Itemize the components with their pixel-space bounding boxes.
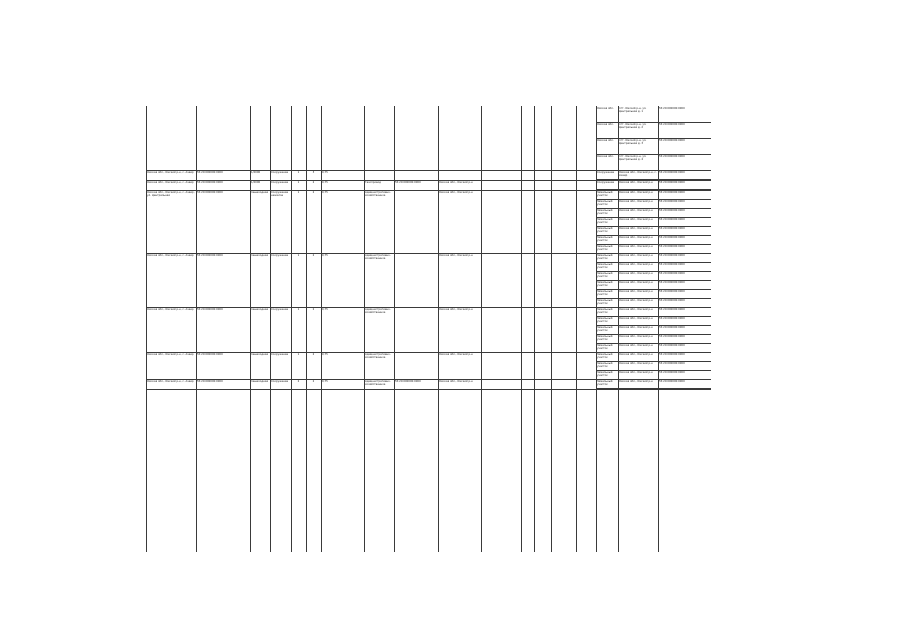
object-type-cell: Сооружение xyxy=(271,308,289,311)
region-cell: Омская обл., Омский р-н xyxy=(439,181,473,184)
sub-cadastral-cell: 55:20:000000:0000 xyxy=(659,107,685,110)
address-cell: Омская обл., Омский р-н, с. Ачаир xyxy=(147,380,194,383)
sub-address-cell: Омская обл., Омский р-н xyxy=(619,263,653,266)
sub-address-cell: Омская обл., Омский р-н xyxy=(619,380,653,383)
sub-type-cell: Земельный участок xyxy=(597,281,613,288)
ratio-cell: 0,75 xyxy=(322,380,328,383)
sub-cadastral-cell: 55:20:000000:0000 xyxy=(659,326,685,329)
sub-address-cell: Омская обл., Омский р-н xyxy=(619,308,653,311)
object-type-cell: Сооружение xyxy=(271,254,289,257)
sub-address-cell: Омская обл., Омский р-н xyxy=(619,326,653,329)
sub-address-cell: пгт. Омский р-н, ул. Центральная д. 1 xyxy=(619,107,647,114)
ratio-cell: 0,75 xyxy=(322,254,328,257)
sub-cadastral-cell: 55:20:000000:0000 xyxy=(659,362,685,365)
region-cell: Омская обл., Омский р-н xyxy=(439,380,473,383)
ratio-cell: 0,75 xyxy=(322,308,328,311)
object-type-cell: Сооружение xyxy=(271,353,289,356)
linked-cadastral-cell xyxy=(395,171,437,179)
sub-cadastral-cell: 55:20:000000:0000 xyxy=(659,281,685,284)
column-divider xyxy=(534,106,535,552)
sub-address-cell: Омская обл., Омский р-н xyxy=(619,200,653,203)
sub-type-cell: Земельный участок xyxy=(597,263,613,270)
sub-address-cell: Омская обл., Омский р-н xyxy=(619,290,653,293)
cadastral-number-cell: 55:20:000000:0000 xyxy=(197,171,223,174)
sub-address-cell: пгт. Омский р-н, ул. Центральная д. 2 xyxy=(619,123,647,130)
cadastral-number-cell: 55:20:000000:0000 xyxy=(197,308,223,311)
sub-type-cell: Омская обл. xyxy=(597,139,614,142)
sub-address-cell: Омская обл., Омский р-н xyxy=(619,272,653,275)
usage-cell xyxy=(365,171,393,179)
sub-type-cell: Земельный участок xyxy=(597,227,613,234)
usage-cell: Административно-хозяйственное xyxy=(365,380,391,387)
sub-address-cell: Омская обл., Омский р-н xyxy=(619,254,653,257)
address-cell: Омская обл., Омский р-н, с. Ачаир xyxy=(147,171,194,174)
address-cell: Омская обл., Омский р-н, с. Ачаир xyxy=(147,181,194,184)
sub-address-cell: Омская обл., Омский р-н xyxy=(619,209,653,212)
sub-address-cell: Омская обл., Омский р-н xyxy=(619,317,653,320)
floors-cell: 2 xyxy=(312,308,315,311)
sub-address-cell: Омская обл., Омский р-н xyxy=(619,299,653,302)
sub-type-cell: Земельный участок xyxy=(597,236,613,243)
sub-type-cell: Земельный участок xyxy=(597,308,613,315)
sub-cadastral-cell: 55:20:000000:0000 xyxy=(659,218,685,221)
sub-cadastral-cell: 55:20:000000:0000 xyxy=(659,191,685,194)
address-cell: Омская обл., Омский р-н, с. Ачаир, ул. Центральная xyxy=(147,191,195,198)
linked-cadastral-cell: 55:20:000000:0000 xyxy=(395,380,421,383)
sub-cadastral-cell: 55:20:000000:0000 xyxy=(659,290,685,293)
sub-type-cell: Земельный участок xyxy=(597,335,613,342)
linked-cadastral-cell xyxy=(395,254,437,306)
sub-address-cell: Омская обл., Омский р-н xyxy=(619,218,653,221)
sub-address-cell: Омская обл., Омский р-н xyxy=(619,181,653,184)
sub-cadastral-cell: 55:20:000000:0000 xyxy=(659,245,685,248)
sub-type-cell: Земельный участок xyxy=(597,317,613,324)
cadastral-number-cell: 55:20:000000:0000 xyxy=(197,181,223,184)
ratio-cell: 0,75 xyxy=(322,191,328,194)
sub-address-cell: Омская обл., Омский р-н xyxy=(619,191,653,194)
address-cell: Омская обл., Омский р-н, с. Ачаир xyxy=(147,308,194,311)
sub-type-cell: Земельный участок xyxy=(597,254,613,261)
floors-cell: 3 xyxy=(312,171,315,174)
column-divider xyxy=(551,106,552,552)
usage-cell: Газопровод xyxy=(365,181,381,184)
column-divider xyxy=(576,106,577,552)
sub-type-cell: Земельный участок xyxy=(597,272,613,279)
region-cell: Омская обл., Омский р-н xyxy=(439,308,473,311)
sub-type-cell: Омская обл. xyxy=(597,155,614,158)
sub-cadastral-cell: 55:20:000000:0000 xyxy=(659,155,685,158)
purpose-cell: 1/2000 xyxy=(251,181,261,184)
count-cell: 1 xyxy=(297,353,300,356)
sub-type-cell: Земельный участок xyxy=(597,209,613,216)
usage-cell: Административно-хозяйственное xyxy=(365,353,391,360)
sub-cadastral-cell: 55:20:000000:0000 xyxy=(659,272,685,275)
column-divider xyxy=(481,106,482,552)
region-cell: Омская обл., Омский р-н xyxy=(439,353,473,356)
cadastral-number-cell: 55:20:000000:0000 xyxy=(197,380,223,383)
sub-address-cell: пгт. Омский р-н, ул. Центральная д. 4 xyxy=(619,155,647,162)
ratio-cell: 0,75 xyxy=(322,353,328,356)
floors-cell: 2 xyxy=(312,380,315,383)
sub-address-cell: Омская обл., Омский р-н xyxy=(619,236,653,239)
purpose-cell: пешеходная xyxy=(251,191,269,194)
purpose-cell: 1/2000 xyxy=(251,171,261,174)
sub-address-cell: Омская обл., Омский р-н xyxy=(619,353,653,356)
sub-cadastral-cell: 55:20:000000:0000 xyxy=(659,380,685,383)
sub-cadastral-cell: 55:20:000000:0000 xyxy=(659,263,685,266)
usage-cell: Административно-хозяйственное xyxy=(365,308,391,315)
sub-cadastral-cell: 55:20:000000:0000 xyxy=(659,299,685,302)
address-cell: Омская обл., Омский р-н, с. Ачаир xyxy=(147,353,194,356)
sub-address-cell: пгт. Омский р-н, ул. Центральная д. 3 xyxy=(619,139,647,146)
sub-address-cell: Омская обл., Омский р-н xyxy=(619,344,653,347)
cadastral-number-cell: 55:20:000000:0000 xyxy=(197,254,223,257)
linked-cadastral-cell xyxy=(395,353,437,378)
object-type-cell: Сооружение xyxy=(271,171,289,174)
sub-address-cell: Омская обл., Омский р-н xyxy=(619,335,653,338)
sub-cadastral-cell: 55:20:000000:0000 xyxy=(659,171,685,174)
region-cell: Омская обл., Омский р-н xyxy=(439,191,473,194)
cadastral-number-cell: 55:20:000000:0000 xyxy=(197,191,223,194)
purpose-cell: пешеходная xyxy=(251,254,269,257)
ratio-cell: 0,75 xyxy=(322,181,328,184)
sub-cadastral-cell: 55:20:000000:0000 xyxy=(659,139,685,142)
address-cell: Омская обл., Омский р-н, с. Ачаир xyxy=(147,254,194,257)
floors-cell: 2 xyxy=(312,353,315,356)
sub-cadastral-cell: 55:20:000000:0000 xyxy=(659,317,685,320)
linked-cadastral-cell xyxy=(395,308,437,351)
object-type-cell: Сооружение xyxy=(271,181,289,184)
sub-type-cell: Земельный участок xyxy=(597,371,613,378)
sub-cadastral-cell: 55:20:000000:0000 xyxy=(659,200,685,203)
region-cell: Омская обл., Омский р-н xyxy=(439,254,473,257)
count-cell: 2 xyxy=(297,380,300,383)
ratio-cell: 0,75 xyxy=(322,171,328,174)
cadastral-number-cell: 55:20:000000:0000 xyxy=(197,353,223,356)
sub-cadastral-cell: 55:20:000000:0000 xyxy=(659,353,685,356)
sub-address-cell: Омская обл., Омский р-н xyxy=(619,281,653,284)
sub-address-cell: Омская обл., Омский р-н xyxy=(619,227,653,230)
purpose-cell: пешеходная xyxy=(251,308,269,311)
sub-type-cell: Земельный участок xyxy=(597,380,613,387)
object-type-cell: Сооружение xyxy=(271,380,289,383)
floors-cell: 2 xyxy=(312,191,315,194)
linked-cadastral-cell xyxy=(395,191,437,252)
sub-address-cell: Омская обл., Омский р-н xyxy=(619,362,653,365)
floors-cell: 2 xyxy=(312,254,315,257)
spreadsheet-table xyxy=(146,106,711,552)
sub-type-cell: Земельный участок xyxy=(597,218,613,225)
count-cell: 1 xyxy=(297,171,300,174)
sub-type-cell: Земельный участок xyxy=(597,290,613,297)
region-cell xyxy=(439,171,480,179)
column-divider xyxy=(521,106,522,552)
sub-type-cell: Земельный участок xyxy=(597,245,613,252)
sub-type-cell: Земельный участок xyxy=(597,344,613,351)
purpose-cell: пешеходная xyxy=(251,380,269,383)
sub-cadastral-cell: 55:20:000000:0000 xyxy=(659,254,685,257)
sub-type-cell: Омская обл. xyxy=(597,123,614,126)
sub-address-cell: Омская обл., Омский р-н, с. Ачаир xyxy=(619,171,657,178)
block-divider xyxy=(146,389,711,390)
sub-address-cell: Омская обл., Омский р-н xyxy=(619,371,653,374)
sub-type-cell: Сооружение xyxy=(597,171,615,174)
sub-type-cell: Земельный участок xyxy=(597,200,613,207)
sub-type-cell: Земельный участок xyxy=(597,353,613,360)
count-cell: 1 xyxy=(297,191,300,194)
sub-address-cell: Омская обл., Омский р-н xyxy=(619,245,653,248)
sub-type-cell: Сооружение xyxy=(597,181,615,184)
sub-type-cell: Земельный участок xyxy=(597,191,613,198)
usage-cell: Административно-хозяйственное xyxy=(365,254,391,261)
object-type-cell: Сооружение нежилое xyxy=(271,191,289,198)
sub-cadastral-cell: 55:20:000000:0000 xyxy=(659,181,685,184)
sub-cadastral-cell: 55:20:000000:0000 xyxy=(659,344,685,347)
count-cell: 1 xyxy=(297,308,300,311)
sub-cadastral-cell: 55:20:000000:0000 xyxy=(659,335,685,338)
count-cell: 1 xyxy=(297,254,300,257)
sub-type-cell: Земельный участок xyxy=(597,362,613,369)
sub-type-cell: Омская обл. xyxy=(597,107,614,110)
sub-cadastral-cell: 55:20:000000:0000 xyxy=(659,227,685,230)
sub-type-cell: Земельный участок xyxy=(597,326,613,333)
sub-cadastral-cell: 55:20:000000:0000 xyxy=(659,236,685,239)
floors-cell: 2 xyxy=(312,181,315,184)
purpose-cell: пешеходная xyxy=(251,353,269,356)
sub-type-cell: Земельный участок xyxy=(597,299,613,306)
sub-cadastral-cell: 55:20:000000:0000 xyxy=(659,209,685,212)
sub-cadastral-cell: 55:20:000000:0000 xyxy=(659,123,685,126)
sub-cadastral-cell: 55:20:000000:0000 xyxy=(659,308,685,311)
linked-cadastral-cell: 55:20:000000:0000 xyxy=(395,181,421,184)
sub-cadastral-cell: 55:20:000000:0000 xyxy=(659,371,685,374)
usage-cell: Административно-хозяйственное xyxy=(365,191,391,198)
count-cell: 1 xyxy=(297,181,300,184)
